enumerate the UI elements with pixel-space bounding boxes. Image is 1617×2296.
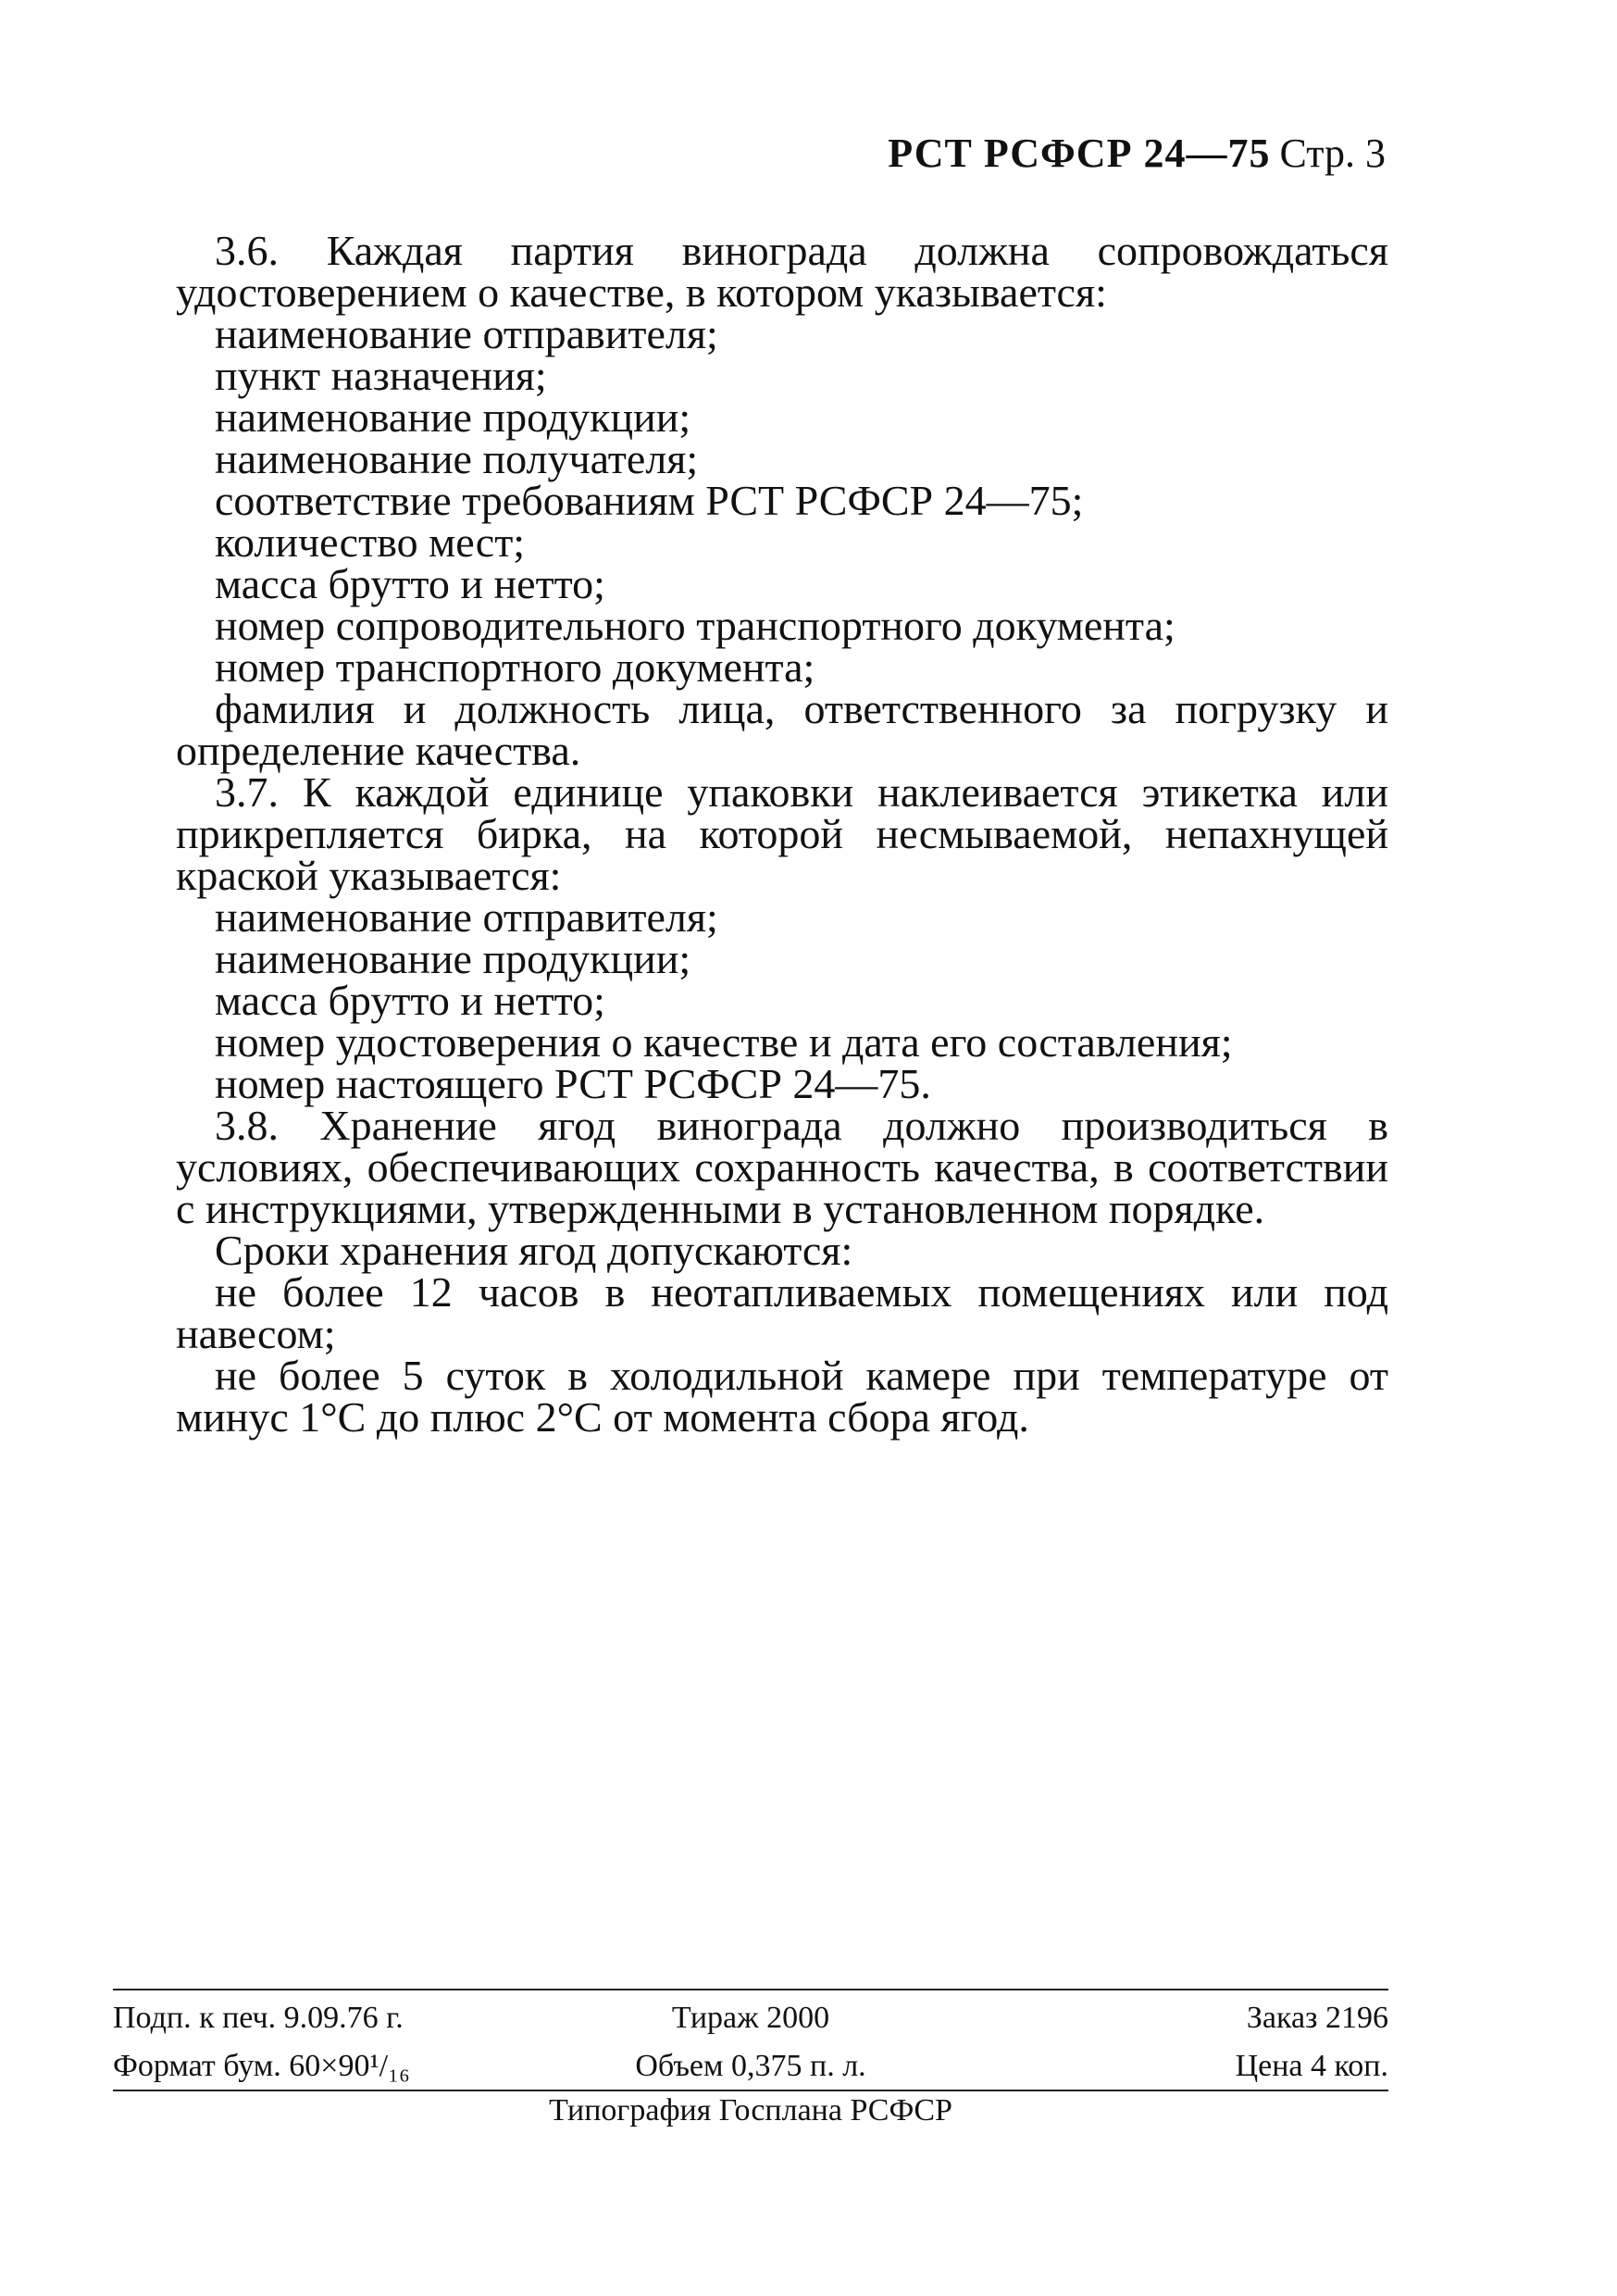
list-item: наименование продукции;	[215, 935, 691, 982]
storage-terms-heading: Сроки хранения ягод допускаются:	[215, 1227, 853, 1274]
list-item: масса брутто и нетто;	[215, 977, 605, 1024]
list-item: наименование отправителя;	[215, 310, 718, 357]
list-item: наименование отправителя;	[215, 893, 718, 941]
signed-for-print: Подп. к печ. 9.09.76 г.	[113, 2001, 404, 2035]
storage-term-refrigerated: не более 5 суток в холодильной камере при температуре от минус 1°С до плюс 2°С от момента сбора ягод.	[176, 1352, 1388, 1441]
storage-term-unheated: не более 12 часов в неотапливаемых помещениях или под навесом;	[176, 1268, 1388, 1357]
list-item: номер сопроводительного транспортного документа;	[215, 602, 1175, 649]
imprint-row-2	[113, 2048, 1388, 2085]
print-volume: Объем 0,375 п. л.	[635, 2049, 866, 2083]
list-item: номер настоящего РСТ РСФСР 24—75.	[215, 1060, 931, 1107]
paper-format: Формат бум. 60×90¹/₁₆	[113, 2049, 410, 2083]
clause-3-8-intro: 3.8. Хранение ягод винограда должно производиться в условиях, обеспечивающих сохранность качества, в соответствии с инструкциями, утвержденными в установленном порядке.	[176, 1102, 1388, 1232]
list-item: масса брутто и нетто;	[215, 560, 605, 607]
list-item: наименование получателя;	[215, 435, 699, 482]
printing-house: Типография Госплана РСФСР	[549, 2093, 952, 2128]
clause-3-7-intro: 3.7. К каждой единице упаковки наклеивается этикетка или прикрепляется бирка, на которой несмываемой, непахнущей краской указывается:	[176, 768, 1388, 899]
clause-3-6-intro: 3.6. Каждая партия винограда должна сопровождаться удостоверением о качестве, в котором указывается:	[176, 227, 1388, 316]
page-number: Стр. 3	[1279, 131, 1386, 176]
list-item: пункт назначения;	[215, 352, 547, 399]
list-item: фамилия и должность лица, ответственного за погрузку и определение качества.	[176, 685, 1388, 774]
list-item: номер удостоверения о качестве и дата его составления;	[215, 1018, 1233, 1066]
print-run: Тираж 2000	[671, 2001, 830, 2035]
main-text	[176, 227, 1388, 1441]
list-item: соответствие требованиям РСТ РСФСР 24—75;	[215, 477, 1084, 524]
clause-3-6-list	[176, 310, 1388, 774]
clause-3-7-list	[176, 893, 1388, 1107]
price: Цена 4 коп.	[1235, 2049, 1388, 2083]
list-item: наименование продукции;	[215, 393, 691, 441]
list-item: номер транспортного документа;	[215, 643, 815, 691]
standard-code: РСТ РСФСР 24—75	[888, 131, 1271, 176]
imprint-row-1	[113, 2000, 1388, 2037]
running-header	[888, 130, 1386, 177]
imprint-bottom-rule	[113, 2090, 1388, 2091]
order-number: Заказ 2196	[1246, 2001, 1388, 2035]
list-item: количество мест;	[215, 518, 526, 566]
imprint-top-rule	[113, 1989, 1388, 1990]
